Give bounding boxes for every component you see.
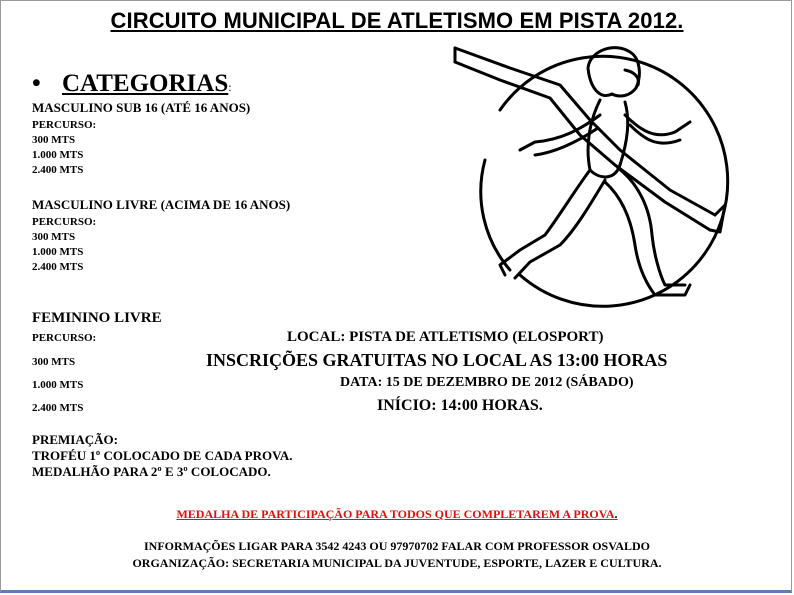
percurso-label: PERCURSO: <box>32 332 97 344</box>
event-inscricoes: INSCRIÇÕES GRATUITAS NO LOCAL AS 13:00 HORAS <box>206 350 668 370</box>
medal-period: . <box>614 507 618 521</box>
category-feminino-livre <box>32 310 162 414</box>
category-heading: MASCULINO SUB 16 (ATÉ 16 ANOS) <box>32 100 251 115</box>
award-line: TROFÉU 1º COLOCADO DE CADA PROVA. <box>32 448 293 463</box>
distance-item: 2.400 MTS <box>32 164 84 176</box>
distance-item: 300 MTS <box>32 356 76 368</box>
runner-illustration <box>440 40 740 310</box>
distance-item: 1.000 MTS <box>32 246 84 258</box>
awards-heading: PREMIAÇÃO: <box>32 432 118 447</box>
medal-text: MEDALHA DE PARTICIPAÇÃO PARA TODOS QUE COMPLETAREM A PROVA <box>176 507 615 521</box>
category-masculino-sub16 <box>32 100 250 178</box>
award-line: MEDALHÃO PARA 2º E 3º COLOCADO. <box>32 464 271 479</box>
percurso-label: PERCURSO: <box>32 216 97 228</box>
categories-colon: : <box>228 80 232 94</box>
participation-medal-notice <box>0 507 794 522</box>
categories-label: CATEGORIAS <box>62 70 229 97</box>
organization-line: ORGANIZAÇÃO: SECRETARIA MUNICIPAL DA JUVENTUDE, ESPORTE, LAZER E CULTURA. <box>132 556 662 570</box>
percurso-label: PERCURSO: <box>32 119 97 131</box>
categories-heading <box>32 70 232 98</box>
page-title: CIRCUITO MUNICIPAL DE ATLETISMO EM PISTA 2012. <box>110 8 684 33</box>
distance-item: 300 MTS <box>32 134 76 146</box>
distance-item: 300 MTS <box>32 231 76 243</box>
event-start-time: INÍCIO: 14:00 HORAS. <box>377 397 543 414</box>
distance-item: 2.400 MTS <box>32 402 84 414</box>
bullet-icon: • <box>32 70 41 97</box>
category-masculino-livre <box>32 197 290 275</box>
contact-info: INFORMAÇÕES LIGAR PARA 3542 4243 OU 97970702 FALAR COM PROFESSOR OSVALDO <box>143 539 651 553</box>
event-local: LOCAL: PISTA DE ATLETISMO (ELOSPORT) <box>287 329 604 345</box>
distance-item: 2.400 MTS <box>32 261 84 273</box>
distance-item: 1.000 MTS <box>32 149 84 161</box>
event-date: DATA: 15 DE DEZEMBRO DE 2012 (SÁBADO) <box>340 375 634 390</box>
awards-section <box>32 432 292 480</box>
category-heading: FEMININO LIVRE <box>32 310 162 326</box>
distance-item: 1.000 MTS <box>32 379 84 391</box>
category-heading: MASCULINO LIVRE (ACIMA DE 16 ANOS) <box>32 197 291 212</box>
